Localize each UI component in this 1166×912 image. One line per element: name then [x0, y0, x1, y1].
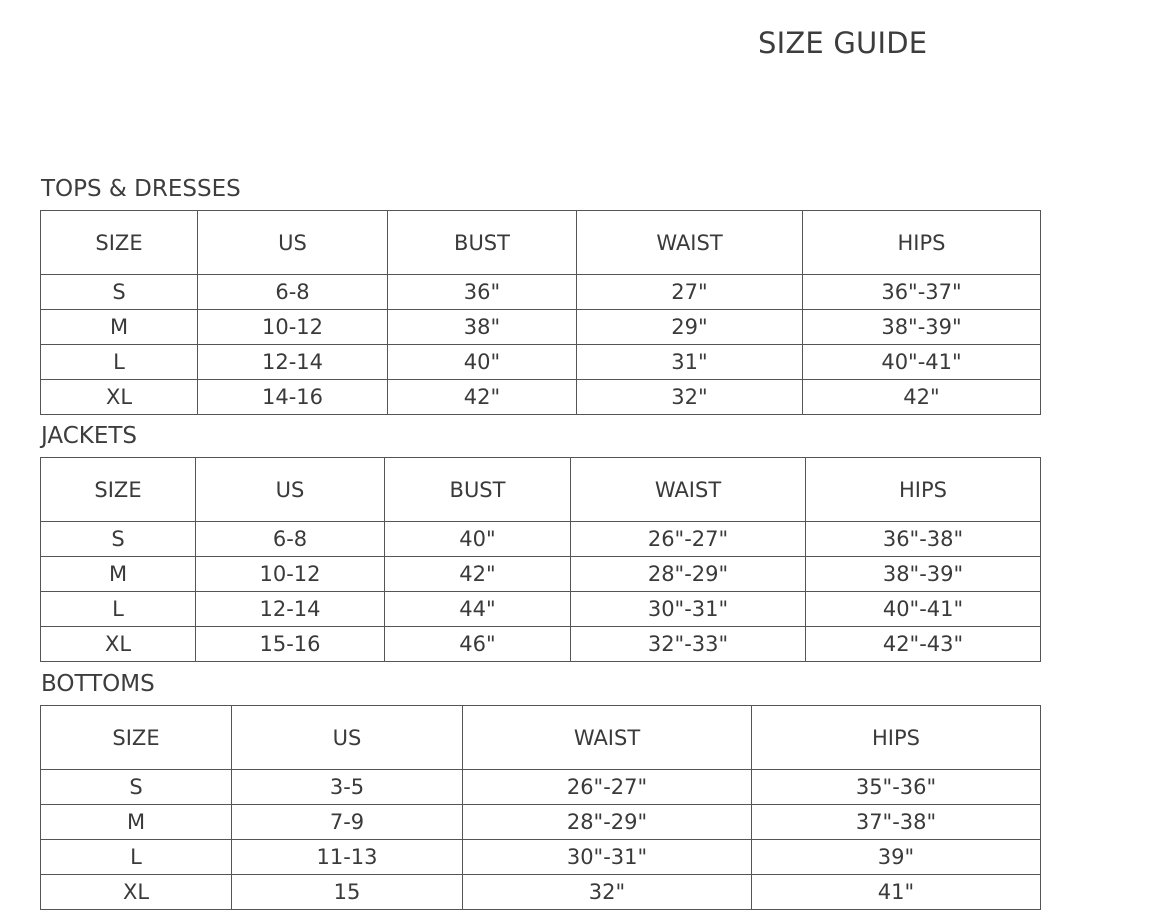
table-cell: 28"-29": [571, 557, 806, 592]
table-row: [41, 380, 1041, 415]
table-cell: 38"-39": [803, 310, 1041, 345]
table-header-row: [41, 706, 1041, 770]
table-cell: 3-5: [232, 770, 463, 805]
table-cell: L: [41, 840, 232, 875]
column-header: SIZE: [41, 458, 196, 522]
table-header-row: [41, 211, 1041, 275]
table-cell: 42": [803, 380, 1041, 415]
size-table-bottoms: [40, 705, 1041, 910]
column-header: HIPS: [752, 706, 1041, 770]
column-header: WAIST: [463, 706, 752, 770]
table-cell: L: [41, 345, 198, 380]
table-cell: 40": [385, 522, 571, 557]
table-cell: 42"-43": [806, 627, 1041, 662]
table-row: [41, 627, 1041, 662]
table-cell: 37"-38": [752, 805, 1041, 840]
table-cell: 42": [385, 557, 571, 592]
size-table-tops-dresses: [40, 210, 1041, 415]
table-row: [41, 805, 1041, 840]
table-cell: 38": [388, 310, 577, 345]
table-cell: 35"-36": [752, 770, 1041, 805]
table-row: [41, 310, 1041, 345]
section-heading-tops-dresses: TOPS & DRESSES: [41, 176, 241, 202]
column-header: BUST: [385, 458, 571, 522]
size-table-jackets: [40, 457, 1041, 662]
column-header: US: [196, 458, 385, 522]
table-cell: 42": [388, 380, 577, 415]
column-header: HIPS: [806, 458, 1041, 522]
table-cell: 14-16: [198, 380, 388, 415]
table-row: [41, 557, 1041, 592]
table-row: [41, 275, 1041, 310]
table-cell: 28"-29": [463, 805, 752, 840]
table-cell: 11-13: [232, 840, 463, 875]
table-cell: 27": [577, 275, 803, 310]
column-header: BUST: [388, 211, 577, 275]
page-title: SIZE GUIDE: [758, 26, 928, 60]
column-header: US: [198, 211, 388, 275]
table-cell: L: [41, 592, 196, 627]
table-cell: 15-16: [196, 627, 385, 662]
table-cell: 7-9: [232, 805, 463, 840]
table-cell: 40"-41": [806, 592, 1041, 627]
table-cell: 6-8: [196, 522, 385, 557]
table-row: [41, 840, 1041, 875]
table-cell: 29": [577, 310, 803, 345]
table-cell: S: [41, 522, 196, 557]
table-cell: 30"-31": [463, 840, 752, 875]
table-cell: XL: [41, 380, 198, 415]
table-cell: 31": [577, 345, 803, 380]
table-cell: 12-14: [196, 592, 385, 627]
column-header: WAIST: [577, 211, 803, 275]
table-row: [41, 345, 1041, 380]
table-cell: 26"-27": [463, 770, 752, 805]
table-cell: 12-14: [198, 345, 388, 380]
table-cell: 26"-27": [571, 522, 806, 557]
table-cell: 36"-37": [803, 275, 1041, 310]
table-cell: M: [41, 557, 196, 592]
table-cell: 30"-31": [571, 592, 806, 627]
column-header: SIZE: [41, 706, 232, 770]
table-cell: 36": [388, 275, 577, 310]
table-cell: 36"-38": [806, 522, 1041, 557]
table-cell: M: [41, 805, 232, 840]
column-header: SIZE: [41, 211, 198, 275]
table-cell: XL: [41, 627, 196, 662]
table-cell: 46": [385, 627, 571, 662]
table-cell: 32"-33": [571, 627, 806, 662]
table-row: [41, 875, 1041, 910]
column-header: HIPS: [803, 211, 1041, 275]
section-heading-jackets: JACKETS: [41, 423, 138, 449]
table-cell: 10-12: [196, 557, 385, 592]
column-header: WAIST: [571, 458, 806, 522]
section-heading-bottoms: BOTTOMS: [41, 671, 155, 697]
table-cell: 39": [752, 840, 1041, 875]
table-row: [41, 592, 1041, 627]
table-cell: 40"-41": [803, 345, 1041, 380]
table-row: [41, 770, 1041, 805]
table-cell: 40": [388, 345, 577, 380]
table-cell: 10-12: [198, 310, 388, 345]
table-cell: 15: [232, 875, 463, 910]
table-cell: M: [41, 310, 198, 345]
table-cell: XL: [41, 875, 232, 910]
table-cell: 32": [463, 875, 752, 910]
table-cell: 32": [577, 380, 803, 415]
table-cell: S: [41, 770, 232, 805]
table-cell: S: [41, 275, 198, 310]
table-row: [41, 522, 1041, 557]
column-header: US: [232, 706, 463, 770]
table-cell: 38"-39": [806, 557, 1041, 592]
table-cell: 6-8: [198, 275, 388, 310]
table-cell: 44": [385, 592, 571, 627]
table-header-row: [41, 458, 1041, 522]
table-cell: 41": [752, 875, 1041, 910]
